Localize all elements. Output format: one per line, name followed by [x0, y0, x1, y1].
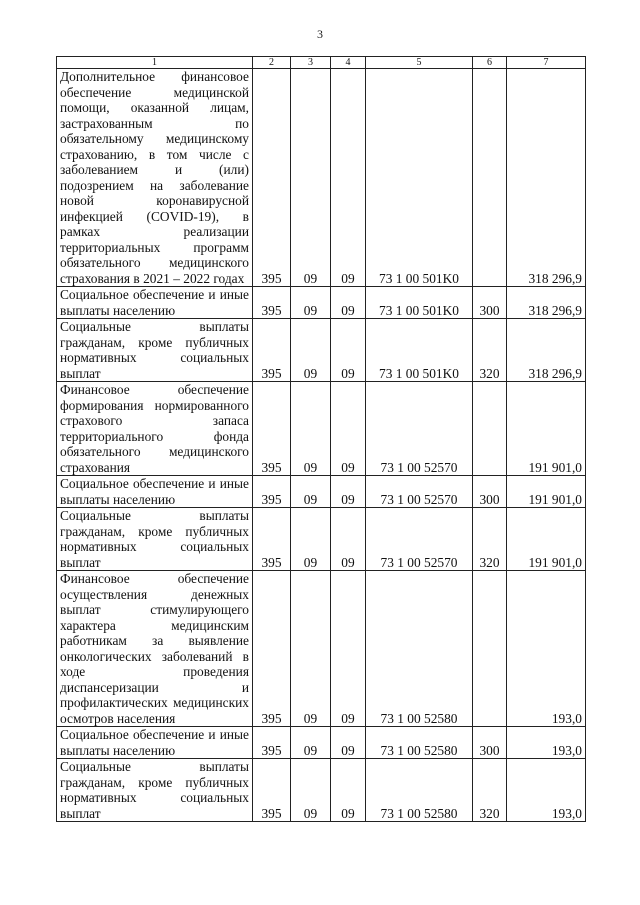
subsection-code-cell: 09 [331, 287, 366, 319]
target-article-cell: 73 1 00 501K0 [366, 69, 473, 287]
expense-type-cell [473, 571, 507, 727]
subsection-code-cell: 09 [331, 382, 366, 476]
ministry-code-cell: 395 [253, 319, 291, 382]
table-row [57, 571, 586, 727]
amount-cell: 193,0 [507, 571, 586, 727]
ministry-code-cell: 395 [253, 727, 291, 759]
section-code-cell: 09 [291, 476, 331, 508]
section-code-cell: 09 [291, 287, 331, 319]
expense-name-cell: Финансовое обеспечение осуществления денежных выплат стимулирующего характера медицинским работникам за выявление онкологических заболеваний в ходе проведения диспансеризации и профилактических медицинских осмотров населения [57, 571, 253, 727]
table-row [57, 287, 586, 319]
subsection-code-cell: 09 [331, 319, 366, 382]
expense-type-cell: 320 [473, 508, 507, 571]
expense-name-cell: Социальное обеспечение и иные выплаты населению [57, 727, 253, 759]
target-article-cell: 73 1 00 52570 [366, 508, 473, 571]
amount-cell: 318 296,9 [507, 287, 586, 319]
ministry-code-cell: 395 [253, 69, 291, 287]
expense-name-cell: Социальные выплаты гражданам, кроме публичных нормативных социальных выплат [57, 759, 253, 822]
amount-cell: 193,0 [507, 759, 586, 822]
section-code-cell: 09 [291, 727, 331, 759]
table-row [57, 319, 586, 382]
section-code-cell: 09 [291, 571, 331, 727]
ministry-code-cell: 395 [253, 476, 291, 508]
amount-cell: 318 296,9 [507, 69, 586, 287]
amount-cell: 318 296,9 [507, 319, 586, 382]
subsection-code-cell: 09 [331, 69, 366, 287]
ministry-code-cell: 395 [253, 382, 291, 476]
expense-type-cell: 300 [473, 287, 507, 319]
section-code-cell: 09 [291, 382, 331, 476]
amount-cell: 191 901,0 [507, 508, 586, 571]
target-article-cell: 73 1 00 52570 [366, 476, 473, 508]
header-cell: 6 [473, 57, 507, 69]
header-cell: 3 [291, 57, 331, 69]
section-code-cell: 09 [291, 508, 331, 571]
expense-name-cell: Социальные выплаты гражданам, кроме публичных нормативных социальных выплат [57, 319, 253, 382]
budget-table [56, 56, 586, 822]
target-article-cell: 73 1 00 52580 [366, 571, 473, 727]
header-cell: 4 [331, 57, 366, 69]
target-article-cell: 73 1 00 52570 [366, 382, 473, 476]
header-cell: 2 [253, 57, 291, 69]
target-article-cell: 73 1 00 52580 [366, 727, 473, 759]
table-row [57, 382, 586, 476]
expense-type-cell: 320 [473, 759, 507, 822]
expense-name-cell: Финансовое обеспечение формирования нормированного страхового запаса территориального фонда обязательного медицинского страхования [57, 382, 253, 476]
ministry-code-cell: 395 [253, 287, 291, 319]
amount-cell: 191 901,0 [507, 476, 586, 508]
table-row [57, 69, 586, 287]
target-article-cell: 73 1 00 52580 [366, 759, 473, 822]
section-code-cell: 09 [291, 319, 331, 382]
target-article-cell: 73 1 00 501K0 [366, 287, 473, 319]
expense-type-cell: 320 [473, 319, 507, 382]
section-code-cell: 09 [291, 759, 331, 822]
subsection-code-cell: 09 [331, 759, 366, 822]
header-cell: 1 [57, 57, 253, 69]
table-row [57, 759, 586, 822]
table-row [57, 508, 586, 571]
target-article-cell: 73 1 00 501K0 [366, 319, 473, 382]
header-cell: 7 [507, 57, 586, 69]
subsection-code-cell: 09 [331, 727, 366, 759]
amount-cell: 191 901,0 [507, 382, 586, 476]
ministry-code-cell: 395 [253, 508, 291, 571]
page-number: 3 [317, 27, 323, 41]
expense-type-cell: 300 [473, 727, 507, 759]
table-header-row [57, 57, 586, 69]
subsection-code-cell: 09 [331, 508, 366, 571]
ministry-code-cell: 395 [253, 571, 291, 727]
expense-name-cell: Социальные выплаты гражданам, кроме публичных нормативных социальных выплат [57, 508, 253, 571]
expense-name-cell: Социальное обеспечение и иные выплаты населению [57, 476, 253, 508]
table-row [57, 476, 586, 508]
subsection-code-cell: 09 [331, 476, 366, 508]
table-row [57, 727, 586, 759]
expense-type-cell [473, 382, 507, 476]
header-cell: 5 [366, 57, 473, 69]
expense-type-cell: 300 [473, 476, 507, 508]
section-code-cell: 09 [291, 69, 331, 287]
expense-type-cell [473, 69, 507, 287]
ministry-code-cell: 395 [253, 759, 291, 822]
expense-name-cell: Дополнительное финансовое обеспечение медицинской помощи, оказанной лицам, застрахованным по обязательному медицинскому страхованию, в том числе с заболеванием и (или) подозрением на заболевание новой коронавирусной инфекцией (COVID-19), в рамках реализации территориальных программ обязательного медицинского страхования в 2021 – 2022 годах [57, 69, 253, 287]
amount-cell: 193,0 [507, 727, 586, 759]
expense-name-cell: Социальное обеспечение и иные выплаты населению [57, 287, 253, 319]
subsection-code-cell: 09 [331, 571, 366, 727]
